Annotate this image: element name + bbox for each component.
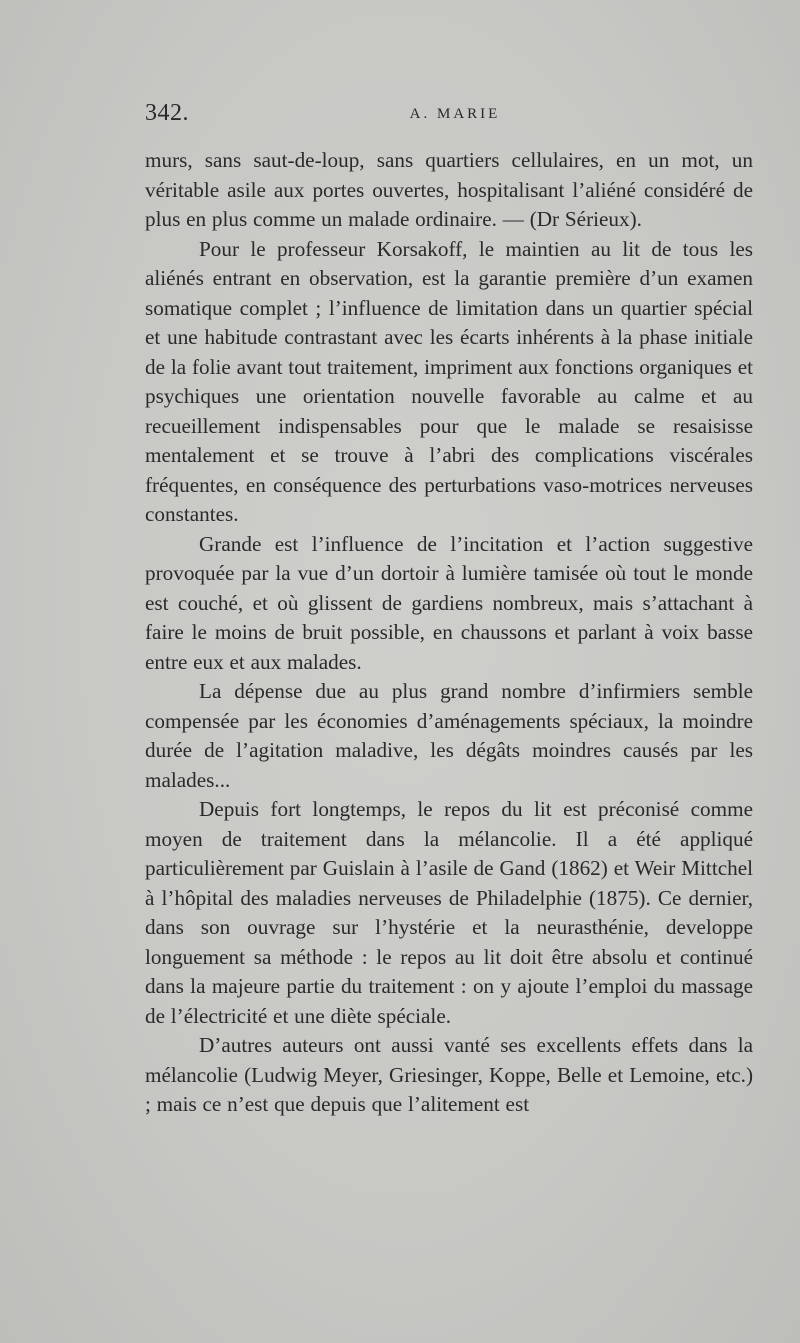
paragraph-melancolie: Depuis fort longtemps, le repos du lit est préconisé comme moyen de traitement dans la mélancolie. Il a été appliqué particulièrement par Guislain à l’asile de Gand (1862) et Weir Mittchel à l’hôpital des maladies nerveuses de Philadelphie (1875). Ce dernier, dans son ouvrage sur l’hystérie et la neurasthénie, developpe longuement sa méthode : le repos au lit doit être absolu et continué dans la majeure partie du traitement : on y ajoute l’emploi du massage de l’électricité et une diète spéciale.	[145, 797, 753, 1028]
paragraph-korsakoff: Pour le professeur Korsakoff, le maintien au lit de tous les aliénés entrant en observation, est la garantie première d’un examen somatique complet ; l’influence de limitation dans un quartier spécial et une habitude contrastant avec les écarts inhérents à la phase initiale de la folie avant tout traitement, impriment aux fonctions organiques et psychiques une orientation nouvelle favorable au calme et au recueillement indispensables pour que le malade se resaisisse mentalement et se trouve à l’abri des complications viscérales fréquentes, en conséquence des perturbations vaso-motrices nerveuses constantes.	[145, 236, 753, 526]
body-text	[145, 146, 753, 1120]
page-number: 342.	[145, 100, 189, 126]
paragraph-continued: murs, sans saut-de-loup, sans quartiers cellulaires, en un mot, un véritable asile aux portes ouvertes, hospitalisant l’aliéné considéré de plus en plus comme un malade ordinaire. — (Dr Sérieux).	[145, 148, 753, 231]
running-head	[145, 100, 755, 134]
running-title: A. MARIE	[409, 106, 501, 122]
paragraph-autres-auteurs: D’autres auteurs ont aussi vanté ses excellents effets dans la mélancolie (Ludwig Meyer, Griesinger, Koppe, Belle et Lemoine, etc.) ; mais ce n’est que depuis que l’alitement est	[145, 1033, 753, 1116]
paragraph-incitation: Grande est l’influence de l’incitation et l’action suggestive provoquée par la vue d’un dortoir à lumière tamisée où tout le monde est couché, et où glissent de gardiens nombreux, mais s’attachant à faire le moins de bruit possible, en chaussons et parlant à voix basse entre eux et aux malades.	[145, 531, 753, 674]
paragraph-depense: La dépense due au plus grand nombre d’infirmiers semble compensée par les économies d’aménagements spéciaux, la moindre durée de l’agitation maladive, les dégâts moindres causés par les malades...	[145, 679, 753, 792]
